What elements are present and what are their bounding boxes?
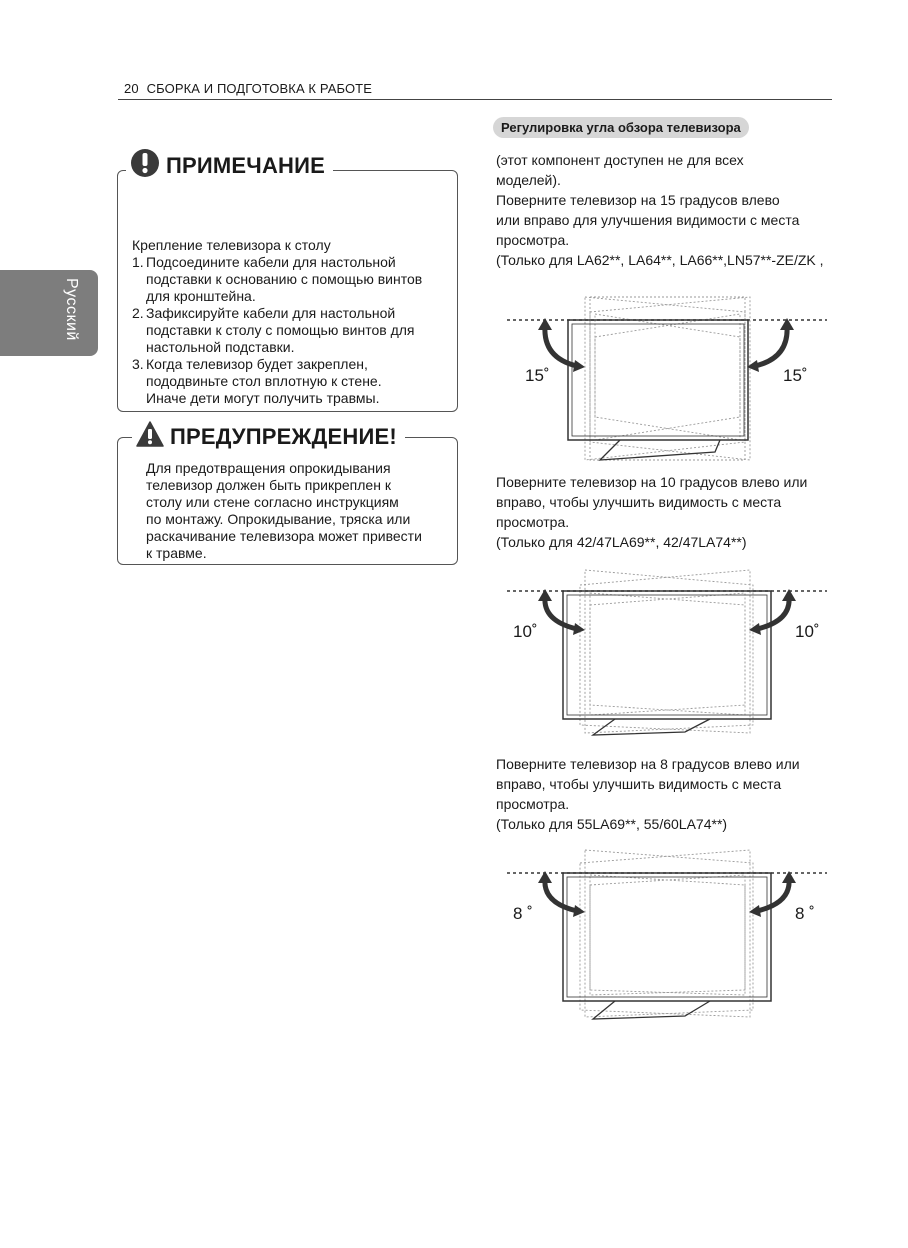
right-angle-label: 10˚ — [795, 622, 820, 641]
section-title: СБОРКА И ПОДГОТОВКА К РАБОТЕ — [146, 81, 372, 96]
note-box — [117, 153, 458, 412]
warning-line: телевизор должен быть прикреплен к — [146, 477, 391, 493]
rotate-right-arrow-icon — [755, 326, 787, 366]
warning-triangle-icon — [136, 421, 164, 453]
page-number: 20 — [124, 81, 139, 96]
note-item-line: Когда телевизор будет закреплен, — [146, 356, 368, 372]
exclamation-circle-icon — [130, 148, 160, 184]
note-item-line: пододвиньте стол вплотную к стене. — [146, 373, 382, 389]
text-line: Поверните телевизор на 10 градусов влево или — [496, 474, 808, 490]
note-item-number: 1. — [132, 254, 144, 270]
tv-frame — [563, 591, 771, 719]
swivel-intro — [496, 150, 856, 270]
note-item — [132, 305, 422, 356]
note-item — [132, 254, 422, 305]
language-tab — [0, 270, 98, 356]
section-heading-pill: Регулировка угла обзора телевизора — [493, 117, 749, 138]
note-title-text: ПРИМЕЧАНИЕ — [166, 153, 326, 178]
rotate-right-arrow-icon — [757, 597, 789, 629]
page-header — [124, 81, 372, 96]
left-angle-label: 8 ˚ — [513, 904, 533, 923]
text-line: или вправо для улучшения видимости с места — [496, 212, 800, 228]
right-angle-label: 15˚ — [783, 366, 808, 385]
warning-line: к травме. — [146, 545, 207, 561]
note-item-line: подставки к столу с помощью винтов для — [146, 322, 415, 338]
header-divider — [118, 99, 832, 100]
tv-swivel-15-diagram — [505, 292, 830, 467]
left-angle-label: 15˚ — [525, 366, 550, 385]
warning-body — [146, 460, 451, 562]
warning-title — [132, 421, 405, 453]
rotate-left-arrow-icon — [545, 597, 577, 629]
note-item-line: подставки к основанию с помощью винтов — [146, 271, 423, 287]
rotate-right-arrow-icon — [757, 879, 789, 911]
tv-swivel-10-diagram — [505, 565, 830, 740]
text-line: (Только для 55LA69**, 55/60LA74**) — [496, 816, 728, 832]
warning-title-text: ПРЕДУПРЕЖДЕНИЕ! — [170, 424, 397, 449]
tv-stand — [600, 440, 720, 460]
warning-line: Для предотвращения опрокидывания — [146, 460, 391, 476]
text-line: Поверните телевизор на 15 градусов влево — [496, 192, 780, 208]
note-item-line: для кронштейна. — [146, 288, 256, 304]
note-item-number: 2. — [132, 305, 144, 321]
swivel-para-10 — [496, 472, 856, 552]
text-line: просмотра. — [496, 796, 570, 812]
right-angle-label: 8 ˚ — [795, 904, 815, 923]
note-intro: Крепление телевизора к столу — [132, 237, 331, 253]
note-item-line: Зафиксируйте кабели для настольной — [146, 305, 396, 321]
note-item — [132, 356, 422, 407]
text-line: (этот компонент доступен не для всех — [496, 152, 744, 168]
text-line: моделей). — [496, 172, 561, 188]
text-line: вправо, чтобы улучшить видимость с места — [496, 494, 782, 510]
tv-stand — [593, 719, 710, 735]
note-item-line: настольной подставки. — [146, 339, 295, 355]
text-line: (Только для LA62**, LA64**, LA66**,LN57**-ZE/ZK , — [496, 252, 824, 268]
swivel-para-8 — [496, 754, 856, 834]
note-body — [132, 237, 422, 407]
left-angle-label: 10˚ — [513, 622, 538, 641]
warning-line: столу или стене согласно инструкциям — [146, 494, 399, 510]
note-item-line: Иначе дети могут получить травмы. — [146, 390, 380, 406]
text-line: (Только для 42/47LA69**, 42/47LA74**) — [496, 534, 747, 550]
text-line: вправо, чтобы улучшить видимость с места — [496, 776, 782, 792]
tv-frame — [563, 873, 771, 1001]
text-line: просмотра. — [496, 232, 570, 248]
tv-swivel-8-diagram — [505, 845, 830, 1025]
text-line: Поверните телевизор на 8 градусов влево или — [496, 756, 800, 772]
warning-line: по монтажу. Опрокидывание, тряска или — [146, 511, 411, 527]
rotate-left-arrow-icon — [545, 879, 577, 911]
note-item-number: 3. — [132, 356, 144, 372]
language-tab-label: Русский — [63, 278, 80, 341]
tv-stand — [593, 1001, 710, 1019]
text-line: просмотра. — [496, 514, 570, 530]
note-item-line: Подсоедините кабели для настольной — [146, 254, 396, 270]
note-title — [126, 148, 333, 184]
warning-box — [117, 424, 458, 565]
warning-line: раскачивание телевизора может привести — [146, 528, 422, 544]
